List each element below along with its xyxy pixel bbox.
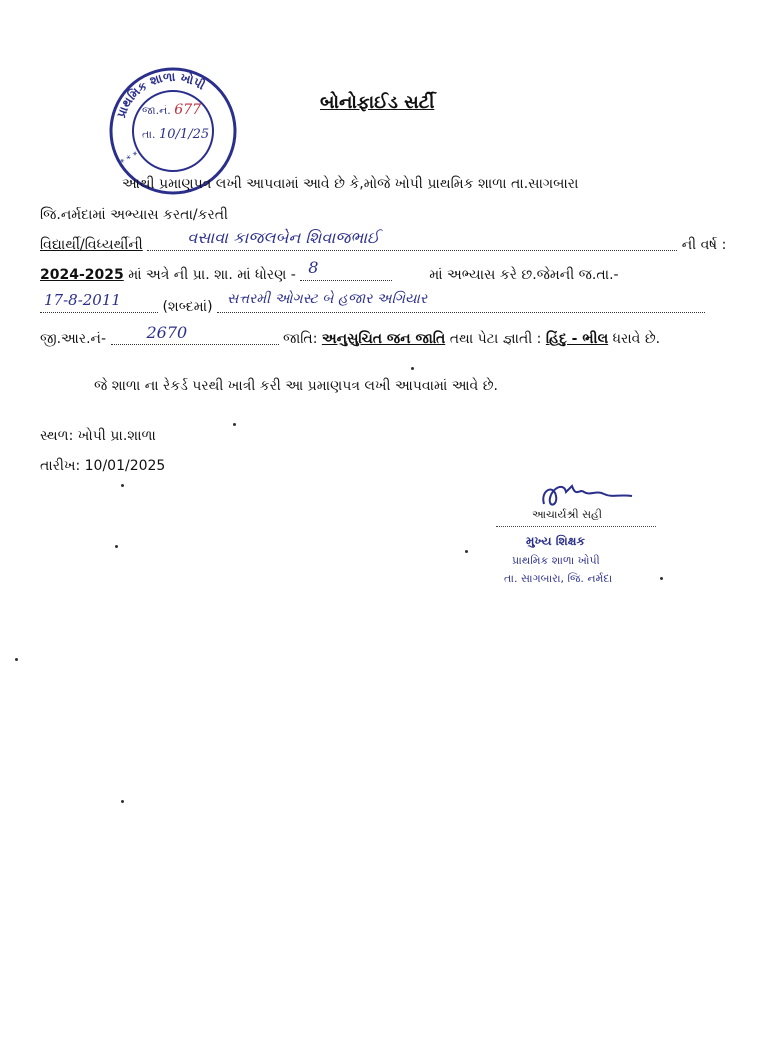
academic-year: 2024-2025 (40, 267, 124, 283)
signature-role: મુખ્ય શિક્ષક (526, 534, 585, 548)
stamp-date-label: તા. (142, 128, 156, 141)
date-line: તારીખ: 10/01/2025 (40, 458, 166, 474)
sub-caste-value: હિંદુ - ભીલ (545, 331, 609, 347)
sub-caste-suffix: ધરાવે છે. (612, 331, 661, 347)
student-name: વસાવા કાજલબેન શિવાજભાઈ (187, 228, 380, 247)
caste-label: જાતિ: (282, 331, 318, 347)
student-line (40, 228, 730, 253)
dob-words: સત્તરમી ઓગસ્ટ બે હજાર અગિયાર (227, 291, 428, 307)
standard-label: માં અત્રે ની પ્રા. શા. માં ધોરણ - (128, 267, 296, 283)
record-line: જે શાળા ના રેકર્ડ પરથી ખાત્રી કરી આ પ્રમાણપત્ર લખી આપવામાં આવે છે. (94, 378, 499, 394)
stamp-date-value: 10/1/25 (159, 127, 210, 142)
intro-line: આથી પ્રમાણપત્ર લખી આપવામાં આવે છે કે,મોજે ખોપી પ્રાથમિક શાળા તા.સાગબારા (122, 176, 579, 192)
ink-speck (660, 577, 663, 580)
words-label: (શબ્દમાં) (162, 299, 213, 315)
gr-label: જી.આર.નં- (40, 331, 107, 347)
year-suffix: ની વર્ષ : (681, 237, 727, 253)
ink-speck (15, 658, 18, 661)
signature-block (490, 478, 670, 588)
signature-label: આચાર્યશ્રી સહી (532, 508, 602, 521)
stamp-ring-text: પ્રાથમિક શાળા ખોપી (113, 69, 208, 120)
place-line: સ્થળ: ખોપી પ્રા.શાળા (40, 428, 156, 444)
ink-speck (121, 484, 124, 487)
student-label: વિદ્યાર્થી/વિધ્યર્થીની (40, 237, 143, 253)
ink-speck (115, 545, 118, 548)
caste-value: અનુસુચિત જન જાતિ (321, 331, 446, 347)
dob-line (40, 291, 705, 315)
dob-value: 17-8-2011 (44, 291, 121, 309)
sub-caste-label: તથા પેટા જ્ઞાતી : (449, 331, 542, 347)
gr-value: 2670 (146, 323, 188, 342)
certificate-title: બોનોફાઈડ સર્ટી (320, 92, 435, 113)
ink-speck (411, 367, 414, 370)
standard-value: 8 (308, 258, 319, 277)
svg-text:* * *: * * * (119, 150, 141, 169)
stamp-reg-label: જા.નં. (142, 104, 171, 117)
ink-speck (121, 800, 124, 803)
signature-school: પ્રાથમિક શાળા ખોપી (512, 554, 600, 567)
district-line: જિ.નર્મદામાં અભ્યાસ કરતા/કરતી (40, 207, 228, 223)
study-label: માં અભ્યાસ કરે છ.જેમની જ.તા.- (429, 267, 619, 283)
stamp-reg-value: 677 (174, 102, 202, 118)
signature-location: તા. સાગબારા, જિ. નર્મદા (504, 572, 613, 585)
ink-speck (465, 550, 468, 553)
gr-line (40, 323, 661, 347)
ink-speck (233, 423, 236, 426)
year-line (40, 258, 619, 283)
